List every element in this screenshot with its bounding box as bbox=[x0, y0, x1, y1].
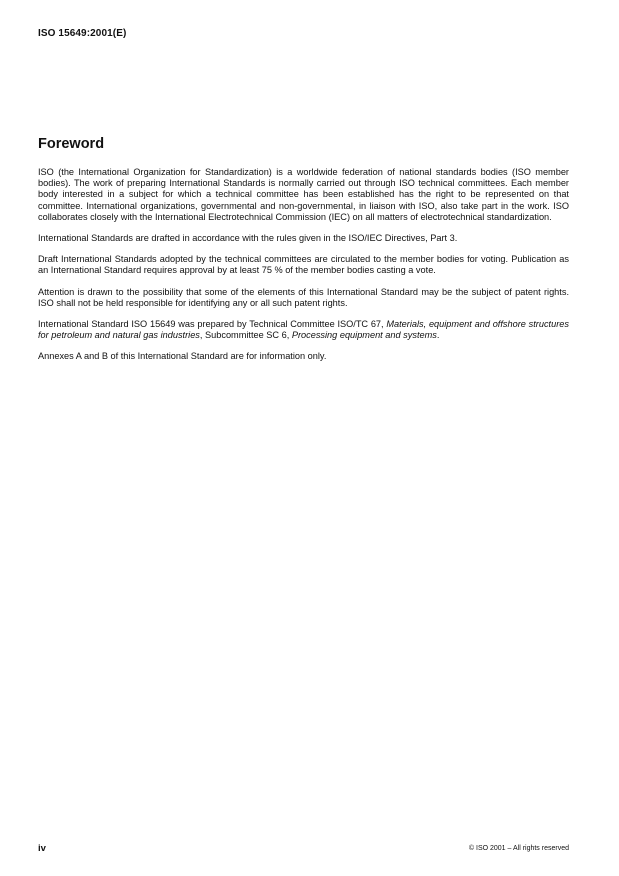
foreword-paragraph-5 bbox=[38, 319, 569, 341]
foreword-body bbox=[38, 167, 569, 373]
p5-text-3: . bbox=[436, 330, 440, 341]
foreword-paragraph-4: Attention is drawn to the possibility that some of the elements of this International Standard may be the subject of patent rights. ISO shall not be held responsible for identifying any or all such patent rights. bbox=[38, 286, 569, 308]
foreword-paragraph-1: ISO (the International Organization for Standardization) is a worldwide federation of national standards bodies (ISO member bodies). The work of preparing International Standards is normally carried out through ISO technical committees. Each member body interested in a subject for which a technical committee has been established has the right to be represented on that committee. International organizations, governmental and non-governmental, in liaison with ISO, also take part in the work. ISO collaborates closely with the International Electrotechnical Commission (IEC) on all matters of electrotechnical standardization. bbox=[38, 167, 569, 222]
foreword-paragraph-2: International Standards are drafted in accordance with the rules given in the ISO/IEC Directives, Part 3. bbox=[38, 233, 458, 244]
foreword-paragraph-6: Annexes A and B of this International Standard are for information only. bbox=[38, 351, 327, 362]
document-code: ISO 15649:2001(E) bbox=[38, 28, 127, 39]
foreword-paragraph-3: Draft International Standards adopted by the technical committees are circulated to the member bodies for voting. Publication as an International Standard requires approval by at least 75 % of the member bodies casting a vote. bbox=[38, 254, 569, 276]
p5-text-2: , Subcommittee SC 6, bbox=[199, 330, 292, 341]
foreword-heading: Foreword bbox=[38, 136, 105, 152]
p5-text-1: International Standard ISO 15649 was prepared by Technical Committee ISO/TC 67, bbox=[38, 319, 387, 330]
committee-title: Materials, equipment and offshore structures for petroleum and natural gas industries bbox=[38, 319, 569, 341]
page-number: iv bbox=[38, 843, 46, 854]
copyright-notice: © ISO 2001 – All rights reserved bbox=[468, 845, 569, 852]
subcommittee-title: Processing equipment and systems bbox=[291, 330, 437, 341]
